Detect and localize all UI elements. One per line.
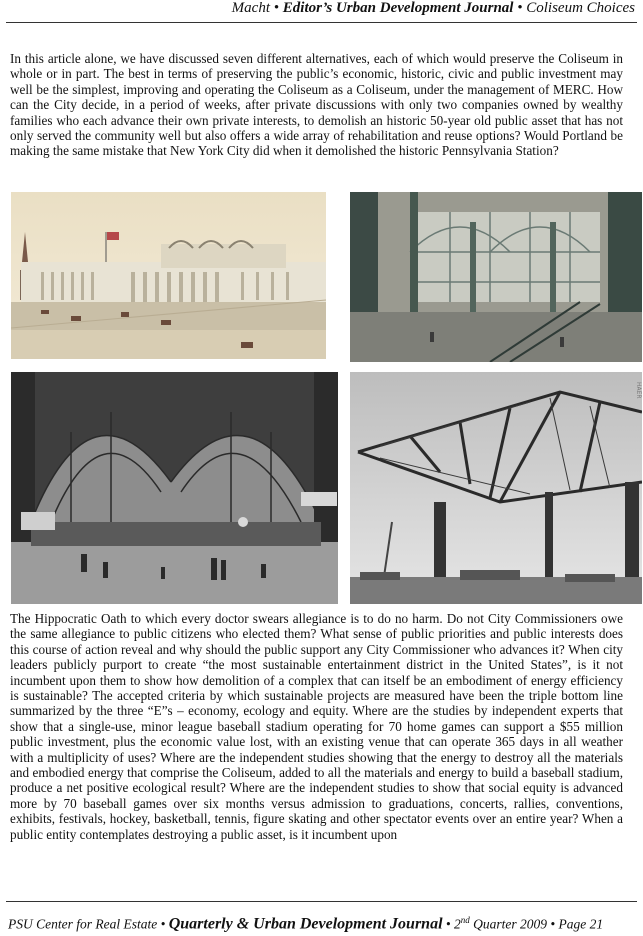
header-separator: • [270, 0, 283, 16]
station-steel-frame-photo [350, 372, 642, 604]
footer-separator: • [157, 916, 169, 932]
footer-issue: Quarter 2009 [469, 916, 547, 932]
header-topic: Coliseum Choices [526, 0, 635, 16]
footer-issue-ordinal: nd [460, 915, 470, 925]
running-header [232, 0, 635, 17]
page-number: Page 21 [558, 916, 604, 932]
body-paragraph: The Hippocratic Oath to which every doctor swears allegiance is to do no harm. Do not City Commissioners owe the same allegiance to public citizens who elected them? What sense of public priorities and public interests does this course of action reveal and why should the public support any City Commissioner who advances it? When city leaders publicly purport to create “the most sustainable entertainment district in the United States”, is it not incumbent upon them to show how demolition of a complex that can itself be an embodiment of energy efficiency is sustainable? The accepted criteria by which sustainable projects are measured have been the triple bottom line summarized by the three “E”s – economy, ecology and equity. Where are the studies by independent experts that show that a single-use, minor league baseball stadium operating for 70 home games can support a $55 million public investment, plus the economic value lost, with an existing venue that can operate 365 days in all weather with a multiplicity of uses? Where are the independent studies showing that the energy to destroy all the materials and embodied energy that comprise the Coliseum, added to all the materials and energy to build a baseball stadium, produce a net positive ecological result? Where are the independent studies to show that social equity is advanced more by 70 baseball games over six months versus admission to graduations, concerts, rallies, conventions, exhibits, festivals, hockey, basketball, tennis, figure skating and other spectator events over an entire year? When a public entity contemplates destroying a public asset, is it incumbent upon [10, 611, 623, 842]
station-concourse-photo [350, 192, 642, 362]
header-author: Macht [231, 0, 270, 16]
header-separator: • [513, 0, 527, 16]
footer-separator: • [442, 916, 454, 932]
body-paragraph: In this article alone, we have discussed seven different alternatives, each of which would preserve the Coliseum in whole or in part. The best in terms of preserving the public’s economic, historic, civic and public investment may well be the simplest, improving and operating the Coliseum as a Coliseum, under the management of MERC. How can the City decide, in a period of weeks, after private discussions with only two companies owned by wealthy families who each advance their own private interests, to demolish an historic 50-year old public asset that has not only served the community well but also offers a wide array of rehabilitation and reuse options? Would Portland be making the same mistake that New York City did when it demolished the historic Pennsylvania Station? [10, 51, 623, 159]
page-footer [8, 915, 603, 934]
header-journal: Editor’s Urban Development Journal [282, 0, 514, 16]
photo-credit: HAER [635, 382, 642, 399]
footer-separator: • [547, 916, 559, 932]
footer-issue-number: 2 [454, 916, 461, 932]
station-exterior-photo [11, 192, 326, 359]
footer-journal: Quarterly & Urban Development Journal [168, 915, 443, 933]
footer-org: PSU Center for Real Estate [8, 916, 158, 932]
header-rule [6, 22, 637, 23]
footer-rule [6, 901, 637, 902]
station-waiting-room-photo [11, 372, 338, 604]
